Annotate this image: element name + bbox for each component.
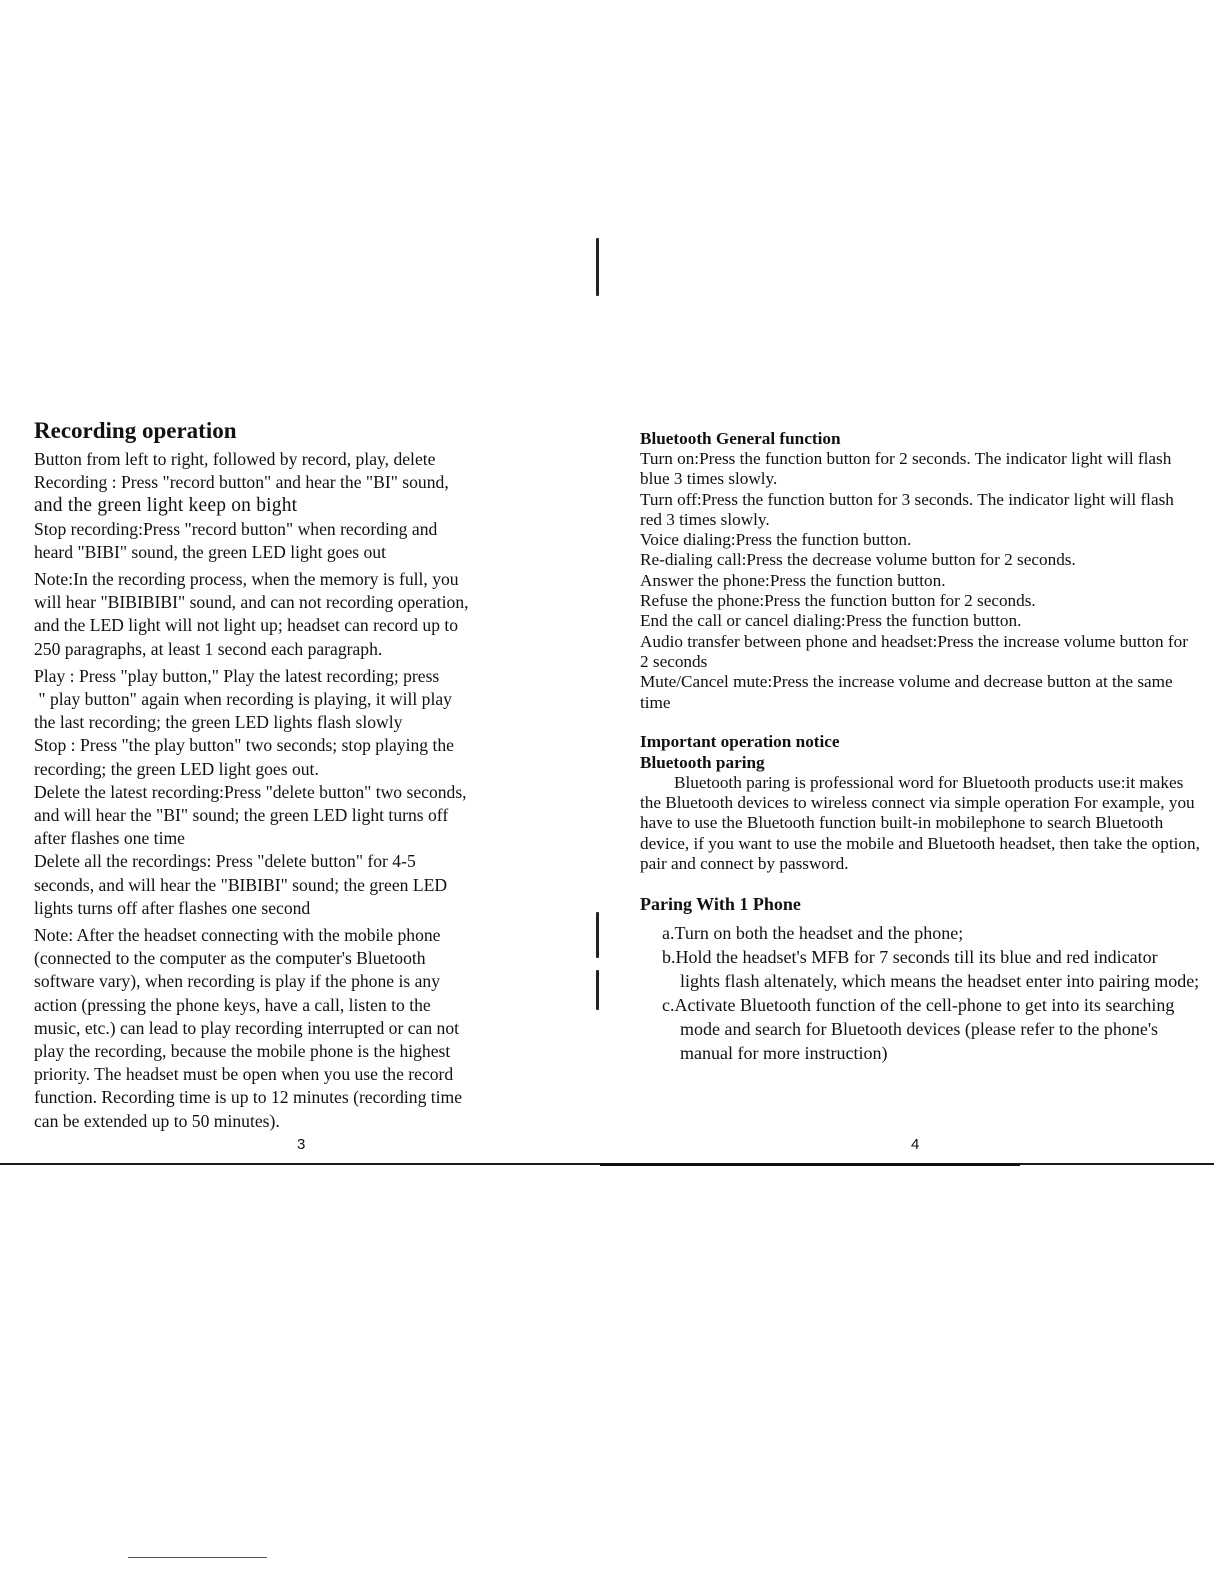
page-number-left: 3 [297, 1136, 306, 1153]
page-bottom-divider-thick [600, 1163, 1020, 1166]
pairing-step-b: b.Hold the headset's MFB for 7 seconds till its blue and red indicator lights flash altenately, which means the headset enter into pairing mode; [662, 947, 1200, 992]
page-number-right: 4 [911, 1136, 920, 1153]
left-page [34, 416, 594, 1133]
paring-with-one-phone-heading: Paring With 1 Phone [640, 894, 801, 915]
function-line-end-call: End the call or cancel dialing:Press the function button. [640, 611, 1022, 631]
function-line-mute: Mute/Cancel mute:Press the increase volume and decrease button at the same time [640, 672, 1173, 712]
left-page-title: Recording operation [34, 418, 237, 443]
paragraph-memory-note: Note:In the recording process, when the memory is full, you will hear "BIBIBIBI" sound, and can not recording operation, and the LED light will not light up; headset can record up to 250 paragraphs, at least 1 second each paragraph. [34, 569, 469, 659]
function-line-redialing: Re-dialing call:Press the decrease volume button for 2 seconds. [640, 550, 1076, 570]
function-line-turn-off: Turn off:Press the function button for 3 seconds. The indicator light will flash red 3 times slowly. [640, 489, 1174, 529]
function-line-turn-on: Turn on:Press the function button for 2 seconds. The indicator light will flash blue 3 times slowly. [640, 449, 1172, 489]
pairing-step-a: a.Turn on both the headset and the phone; [662, 923, 964, 944]
bluetooth-paring-text: Bluetooth paring is professional word for Bluetooth products use:it makes the Bluetooth devices to wireless connect via simple operation For example, you have to use the Bluetooth function built-in mobilephone to search Bluetooth device, if you want to use the mobile and Bluetooth headset, then take the option, pair and connect by password. [640, 772, 1200, 874]
function-line-voice-dialing: Voice dialing:Press the function button. [640, 530, 912, 550]
paragraph-delete-latest: Delete the latest recording:Press "delete button" two seconds, and will hear the "BI" sound; the green LED light turns off after flashes one time [34, 781, 467, 849]
paragraph-stop-play: Stop : Press "the play button" two seconds; stop playing the recording; the green LED light goes out. [34, 735, 454, 779]
spine-mark-middle [596, 912, 599, 958]
paragraph-button-order: Button from left to right, followed by record, play, delete [34, 449, 436, 469]
bluetooth-paring-heading: Bluetooth paring [640, 752, 765, 772]
right-page [640, 428, 1200, 1065]
paragraph-green-light: and the green light keep on bight [34, 495, 298, 517]
function-line-audio-transfer: Audio transfer between phone and headset:Press the increase volume button for 2 seconds [640, 631, 1188, 671]
paragraph-recording: Recording : Press "record button" and hear the "BI" sound, [34, 472, 449, 493]
bottom-blue-line [128, 1557, 267, 1558]
pairing-step-c: c.Activate Bluetooth function of the cell-phone to get into its searching mode and search for Bluetooth devices (please refer to the phone's manual for more instruction) [662, 995, 1175, 1064]
function-line-answer: Answer the phone:Press the function button. [640, 570, 946, 590]
function-line-refuse: Refuse the phone:Press the function button for 2 seconds. [640, 591, 1036, 611]
spine-mark-upper [596, 238, 599, 296]
spine-mark-lower [596, 970, 599, 1010]
bluetooth-general-function-heading: Bluetooth General function [640, 429, 841, 448]
paragraph-stop-recording: Stop recording:Press "record button" when recording and heard "BIBI" sound, the green LED light goes out [34, 518, 438, 562]
important-notice-heading: Important operation notice [640, 731, 840, 751]
paragraph-play: Play : Press "play button," Play the latest recording; press " play button" again when recording is playing, it will play the last recording; the green LED lights flash slowly [34, 665, 452, 733]
paragraph-connection-note: Note: After the headset connecting with the mobile phone (connected to the computer as the computer's Bluetooth software vary), when recording is play if the phone is any action (pressing the phone keys, have a call, listen to the music, etc.) can lead to play recording interrupted or can not play the recording, because the mobile phone is the highest priority. The headset must be open when you use the record function. Recording time is up to 12 minutes (recording time can be extended up to 50 minutes). [34, 925, 463, 1131]
paragraph-delete-all: Delete all the recordings: Press "delete button" for 4-5 seconds, and will hear the "BIBIBI" sound; the green LED lights turns off after flashes one second [34, 851, 448, 918]
